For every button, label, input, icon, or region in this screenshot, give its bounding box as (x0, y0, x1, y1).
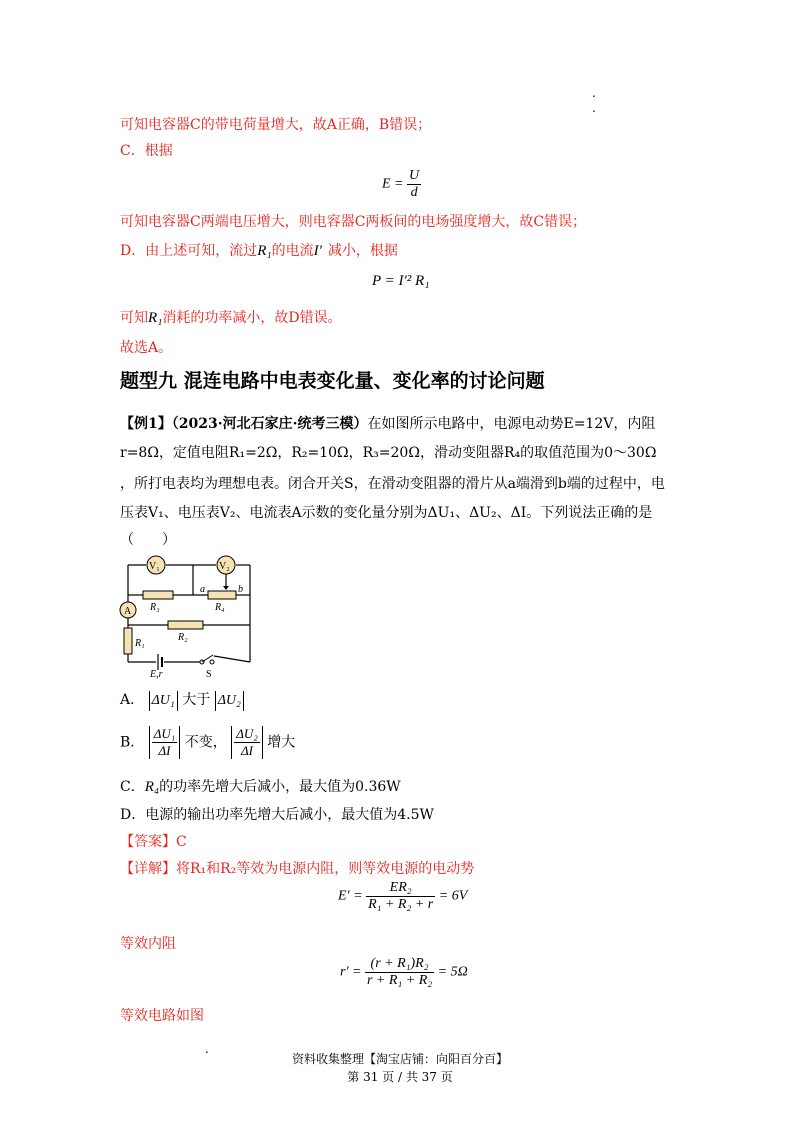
option-c[interactable]: C．R₄的功率先增大后减小，最大值为0.36W (120, 779, 401, 795)
example-line-4: 压表V₁、电压表V₂、电流表A示数的变化量分别为ΔU₁、ΔU₂、ΔI。下列说法正确的是 (120, 505, 653, 521)
footer-page: 第 31 页 / 共 37 页 (347, 1070, 453, 1084)
solution-line-d-conclusion: 可知R₁消耗的功率减小，故D错误。 (120, 310, 342, 326)
option-a[interactable]: A． ΔU₁ 大于 ΔU₂ (120, 690, 244, 711)
example-line-3: ，所打电表均为理想电表。闭合开关S，在滑动变阻器的滑片从a端滑到b端的过程中，电 (120, 476, 665, 492)
label-switch: S (206, 669, 212, 680)
label-v1: V₁ (149, 561, 160, 572)
label-r2: R₂ (178, 632, 188, 643)
equivalent-circuit-label: 等效电路如图 (120, 1008, 204, 1024)
option-d[interactable]: D．电源的输出功率先增大后减小，最大值为4.5W (120, 807, 434, 823)
label-r3: R₃ (150, 602, 160, 613)
answer-label: 【答案】C (120, 834, 187, 850)
solution-c-label: C．根据 (120, 143, 173, 159)
footer-dot: . (205, 1042, 209, 1056)
resistor-r3 (143, 591, 173, 599)
label-a-end: a (200, 584, 205, 595)
solution-final: 故选A。 (120, 340, 173, 356)
example-line-2: r=8Ω，定值电阻R₁=2Ω，R₂=10Ω，R₃=20Ω，滑动变阻器R₄的取值范围为0～30Ω (120, 445, 657, 461)
section-heading: 题型九 混连电路中电表变化量、变化率的讨论问题 (120, 370, 545, 392)
equivalent-internal-label: 等效内阻 (120, 936, 176, 952)
resistor-r2 (168, 621, 203, 629)
solution-line-d: D．由上述可知，流过R₁的电流I′ 减小，根据 (120, 243, 398, 259)
label-battery: E,r (150, 669, 163, 680)
circuit-diagram (118, 550, 263, 680)
label-v2: V₂ (219, 561, 230, 572)
answer-detail: 【详解】将R₁和R₂等效为电源内阻，则等效电源的电动势 (120, 861, 475, 877)
label-a: A (124, 606, 132, 617)
label-r1: R₁ (135, 638, 145, 649)
top-mark: . (592, 101, 596, 115)
solution-line-c: 可知电容器C两端电压增大，则电容器C两板间的电场强度增大，故C错误； (120, 214, 587, 230)
solution-line-b: 可知电容器C的带电荷量增大，故A正确，B错误； (120, 117, 432, 133)
footer-source: 资料收集整理【淘宝店铺：向阳百分百】 (291, 1052, 508, 1066)
label-r4: R₄ (215, 602, 225, 613)
label-b-end: b (238, 584, 243, 595)
example-blank: （ ） (120, 532, 176, 548)
formula-e: E = $\frac{U}{d}$ (382, 168, 420, 200)
formula-e-equivalent: E′ = $\frac{\text{ER₂}}{\text{R₁ + R₂ + r}}$ = 6V (338, 880, 468, 912)
option-b[interactable]: B． $\frac{\text{ΔU₁}}{\Delta I}$ 不变， $\frac{\text{ΔU₂}}{\Delta I}$ 增大 (120, 726, 296, 758)
formula-p: P = I′² R₁ (372, 273, 430, 289)
example-line-1: 【例1】（2023·河北石家庄·统考三模）在如图所示电路中，电源电动势E=12V，内阻 (120, 416, 656, 432)
resistor-r1 (124, 628, 132, 654)
resistor-r4 (208, 591, 236, 599)
formula-r-equivalent: r′ = $\frac{\text{(r + R₁)R₂}}{\text{r + R₁ + R₂}}$ = 5Ω (340, 956, 468, 988)
top-mark: . (592, 86, 596, 100)
